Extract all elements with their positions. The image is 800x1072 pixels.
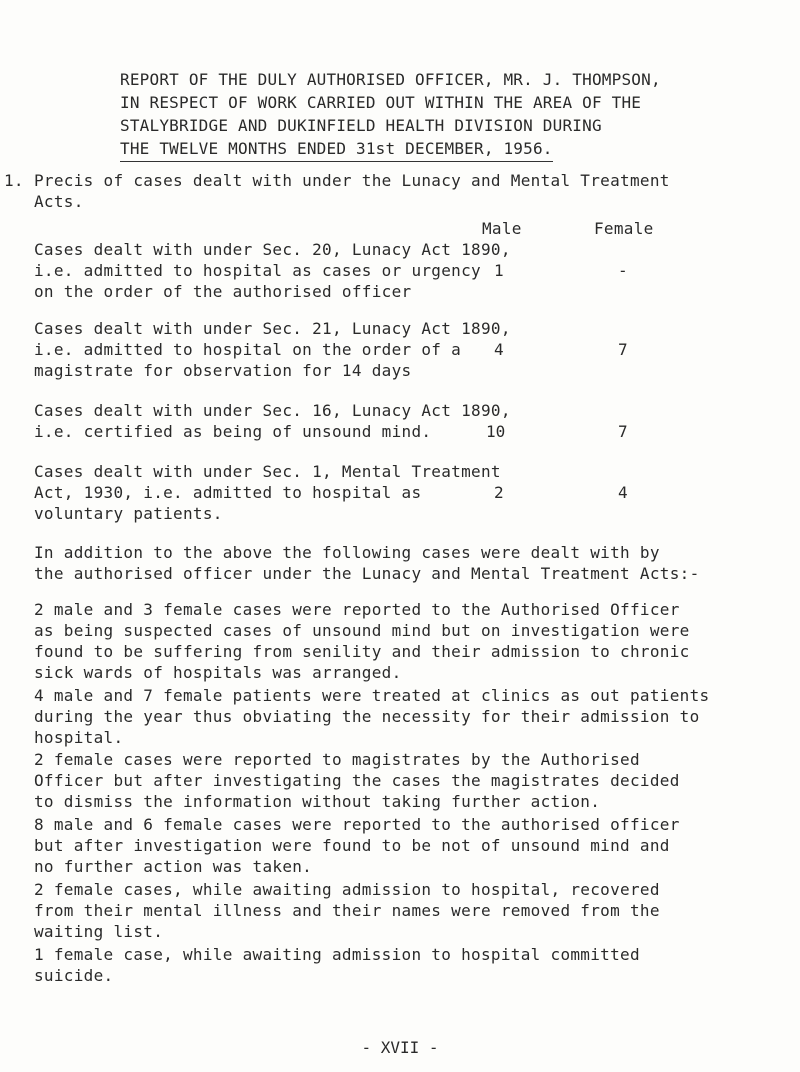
paragraph-line: suicide.: [34, 966, 114, 985]
male-count: 4: [494, 340, 504, 359]
section-heading-line: Acts.: [34, 192, 84, 211]
paragraph-line: 4 male and 7 female patients were treated at clinics as out patients: [34, 686, 710, 705]
paragraph-line: 2 female cases, while awaiting admission to hospital, recovered: [34, 880, 660, 899]
paragraph-line: no further action was taken.: [34, 857, 313, 876]
paragraph-line: during the year thus obviating the necessity for their admission to: [34, 707, 700, 726]
paragraph-line: sick wards of hospitals was arranged.: [34, 663, 402, 682]
paragraph-line: In addition to the above the following cases were dealt with by: [34, 543, 660, 562]
paragraph-line: found to be suffering from senility and their admission to chronic: [34, 642, 690, 661]
male-count: 10: [486, 422, 506, 441]
case-row-line: on the order of the authorised officer: [34, 282, 412, 301]
female-count: -: [618, 261, 628, 280]
column-header-female: Female: [594, 219, 654, 238]
section-heading-line: Precis of cases dealt with under the Lunacy and Mental Treatment: [34, 171, 670, 190]
paragraph-line: from their mental illness and their names were removed from the: [34, 901, 660, 920]
report-title: [120, 68, 780, 162]
female-count: 7: [618, 422, 628, 441]
case-row-line: Cases dealt with under Sec. 16, Lunacy Act 1890,: [34, 401, 511, 420]
section-number: 1.: [4, 171, 24, 190]
female-count: 4: [618, 483, 628, 502]
paragraph-line: to dismiss the information without taking further action.: [34, 792, 601, 811]
paragraph-line: waiting list.: [34, 922, 164, 941]
paragraph-line: 2 male and 3 female cases were reported to the Authorised Officer: [34, 600, 680, 619]
paragraph: [34, 944, 794, 986]
case-row-line: Act, 1930, i.e. admitted to hospital as: [34, 483, 422, 502]
paragraph-line: the authorised officer under the Lunacy and Mental Treatment Acts:-: [34, 564, 700, 583]
title-line: IN RESPECT OF WORK CARRIED OUT WITHIN THE AREA OF THE: [120, 93, 642, 112]
paragraph: [34, 685, 794, 748]
title-line: REPORT OF THE DULY AUTHORISED OFFICER, MR. J. THOMPSON,: [120, 70, 661, 89]
column-header-male: Male: [482, 219, 522, 238]
case-row-line: voluntary patients.: [34, 504, 223, 523]
paragraph-line: Officer but after investigating the cases the magistrates decided: [34, 771, 680, 790]
title-line-underlined: THE TWELVE MONTHS ENDED 31st DECEMBER, 1956.: [120, 137, 553, 162]
paragraph-line: but after investigation were found to be not of unsound mind and: [34, 836, 670, 855]
paragraph-line: hospital.: [34, 728, 124, 747]
case-row-line: i.e. admitted to hospital as cases or urgency: [34, 261, 481, 280]
female-count: 7: [618, 340, 628, 359]
case-row-line: magistrate for observation for 14 days: [34, 361, 412, 380]
title-line: STALYBRIDGE AND DUKINFIELD HEALTH DIVISION DURING: [120, 116, 602, 135]
case-row-line: Cases dealt with under Sec. 21, Lunacy Act 1890,: [34, 319, 511, 338]
paragraph: [34, 814, 794, 877]
paragraph: [34, 542, 794, 584]
case-row-line: Cases dealt with under Sec. 20, Lunacy Act 1890,: [34, 240, 511, 259]
male-count: 2: [494, 483, 504, 502]
case-row-line: i.e. admitted to hospital on the order of a: [34, 340, 462, 359]
case-row-line: i.e. certified as being of unsound mind.: [34, 422, 432, 441]
page-number: - XVII -: [361, 1038, 439, 1057]
paragraph-line: 2 female cases were reported to magistrates by the Authorised: [34, 750, 640, 769]
paragraph: [34, 599, 794, 683]
case-row-line: Cases dealt with under Sec. 1, Mental Treatment: [34, 462, 501, 481]
male-count: 1: [494, 261, 504, 280]
paragraph-line: 8 male and 6 female cases were reported to the authorised officer: [34, 815, 680, 834]
paragraph-line: as being suspected cases of unsound mind but on investigation were: [34, 621, 690, 640]
paragraph: [34, 879, 794, 942]
paragraph-line: 1 female case, while awaiting admission to hospital committed: [34, 945, 640, 964]
paragraph: [34, 749, 794, 812]
